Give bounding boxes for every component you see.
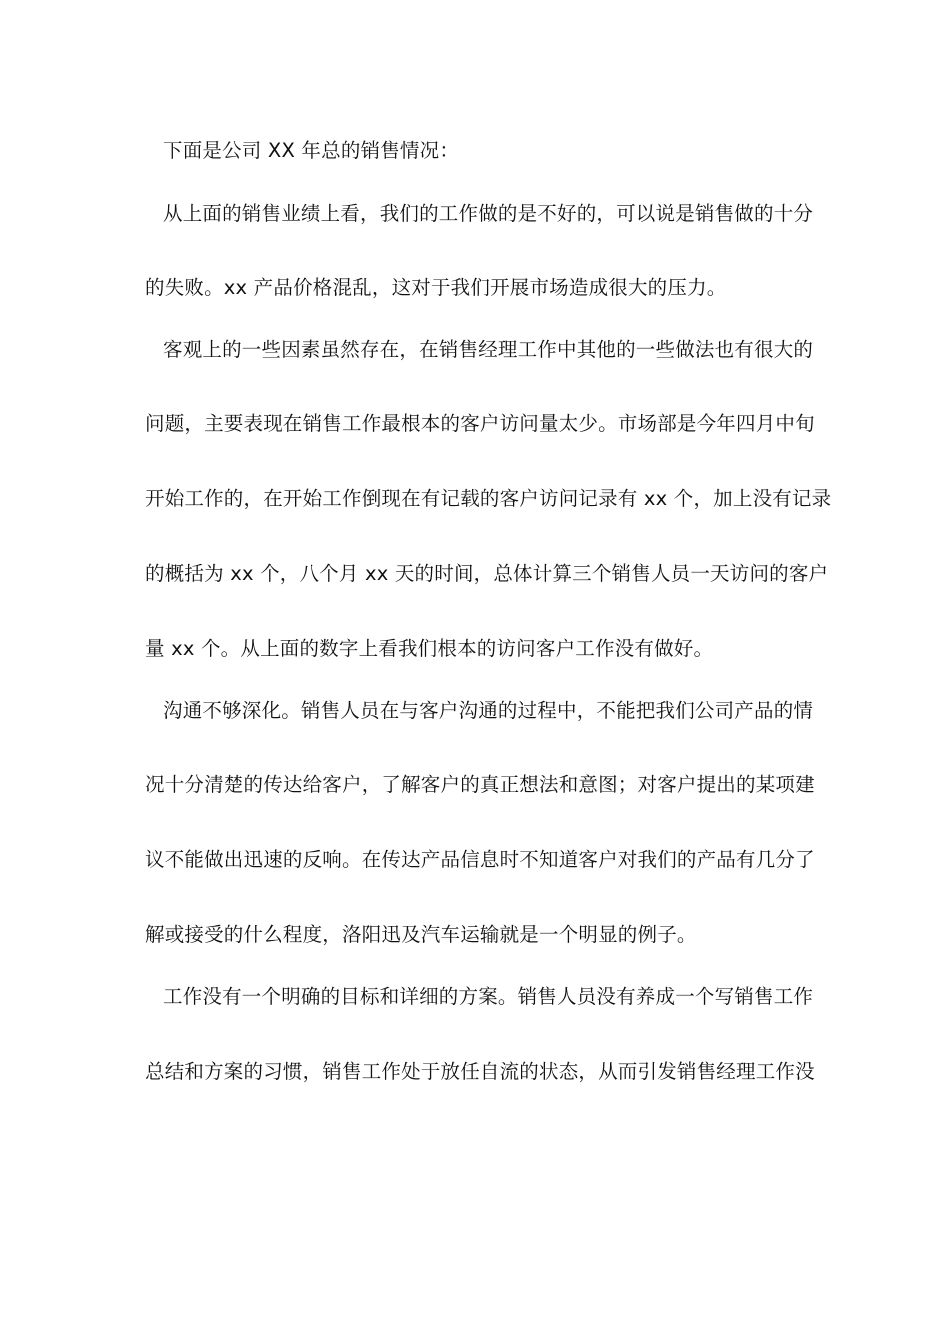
paragraph-line: 总结和方案的习惯，销售工作处于放任自流的状态，从而引发销售经理工作没 [145,1060,815,1083]
paragraph-line: 的概括为 xx 个，八个月 xx 天的时间，总体计算三个销售人员一天访问的客户 [145,562,829,585]
paragraph-line: 问题，主要表现在销售工作最根本的客户访问量太少。市场部是今年四月中旬 [145,412,815,435]
paragraph-line: 解或接受的什么程度，洛阳迅及汽车运输就是一个明显的例子。 [145,923,697,946]
paragraph-line: 从上面的销售业绩上看，我们的工作做的是不好的，可以说是销售做的十分 [163,202,814,225]
paragraph-line: 沟通不够深化。销售人员在与客户沟通的过程中，不能把我们公司产品的情 [163,699,814,722]
paragraph-line: 量 xx 个。从上面的数字上看我们根本的访问客户工作没有做好。 [145,637,714,660]
paragraph-line: 客观上的一些因素虽然存在，在销售经理工作中其他的一些做法也有很大的 [163,338,814,361]
paragraph-line: 议不能做出迅速的反响。在传达产品信息时不知道客户对我们的产品有几分了 [145,848,815,871]
paragraph-line: 下面是公司 XX 年总的销售情况： [163,139,460,162]
paragraph-line: 开始工作的，在开始工作倒现在有记载的客户访问记录有 xx 个，加上没有记录 [145,487,832,510]
paragraph-line: 况十分清楚的传达给客户，了解客户的真正想法和意图；对客户提出的某项建 [145,773,815,796]
paragraph-line: 的失败。xx 产品价格混乱，这对于我们开展市场造成很大的压力。 [145,276,727,299]
paragraph-line: 工作没有一个明确的目标和详细的方案。销售人员没有养成一个写销售工作 [163,985,814,1008]
